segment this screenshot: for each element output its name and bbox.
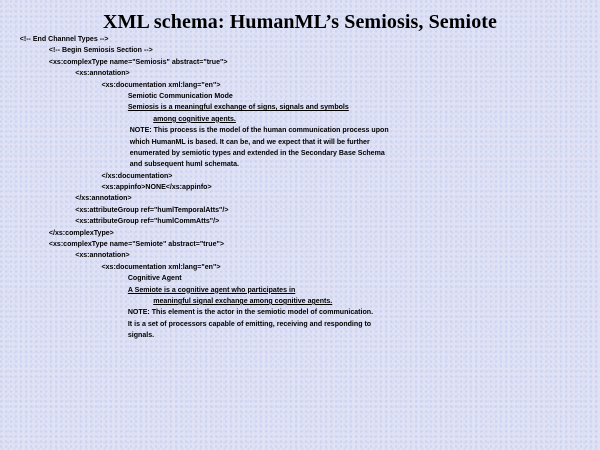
code-line: <xs:attributeGroup ref="humlCommAtts"/> bbox=[75, 216, 220, 226]
code-line: Semiosis is a meaningful exchange of signs, signals and symbols bbox=[127, 102, 349, 112]
code-line: and subsequent huml schemata. bbox=[129, 159, 240, 169]
code-line: </xs:annotation> bbox=[75, 193, 132, 203]
code-line: among cognitive agents. bbox=[153, 113, 236, 123]
code-line: <xs:documentation xml:lang="en"> bbox=[101, 261, 221, 271]
code-line: </xs:complexType> bbox=[48, 227, 114, 237]
code-line: <xs:appinfo>NONE</xs:appinfo> bbox=[101, 182, 212, 192]
code-line: Cognitive Agent bbox=[127, 273, 182, 283]
code-line: A Semiote is a cognitive agent who participates in bbox=[127, 284, 296, 294]
code-line: <xs:attributeGroup ref="humlTemporalAtts"/> bbox=[75, 204, 229, 214]
code-line: <!-- End Channel Types --> bbox=[19, 34, 109, 43]
code-line: <!-- Begin Semiosis Section --> bbox=[48, 45, 153, 55]
code-line: <xs:documentation xml:lang="en"> bbox=[101, 79, 221, 89]
code-line: Semiotic Communication Mode bbox=[127, 90, 233, 100]
code-line: <xs:complexType name="Semiosis" abstract="true"> bbox=[48, 56, 228, 66]
code-line: signals. bbox=[127, 330, 155, 340]
code-line: NOTE: This process is the model of the human communication process upon bbox=[129, 125, 389, 135]
code-line: meaningful signal exchange among cognitive agents. bbox=[153, 295, 333, 305]
code-line: It is a set of processors capable of emitting, receiving and responding to bbox=[127, 318, 372, 328]
slide-title: XML schema: HumanML’s Semiosis, Semiote bbox=[102, 11, 498, 33]
code-line: which HumanML is based. It can be, and we expect that it will be further bbox=[129, 136, 370, 146]
code-line: enumerated by semiotic types and extended in the Secondary Base Schema bbox=[129, 147, 385, 157]
code-line: NOTE: This element is the actor in the semiotic model of communication. bbox=[127, 307, 374, 317]
code-line: <xs:complexType name="Semiote" abstract="true"> bbox=[48, 239, 224, 249]
code-line: <xs:annotation> bbox=[75, 250, 130, 260]
schema-code-block bbox=[0, 33, 564, 341]
code-line: </xs:documentation> bbox=[101, 170, 173, 180]
code-line: <xs:annotation> bbox=[75, 68, 130, 78]
